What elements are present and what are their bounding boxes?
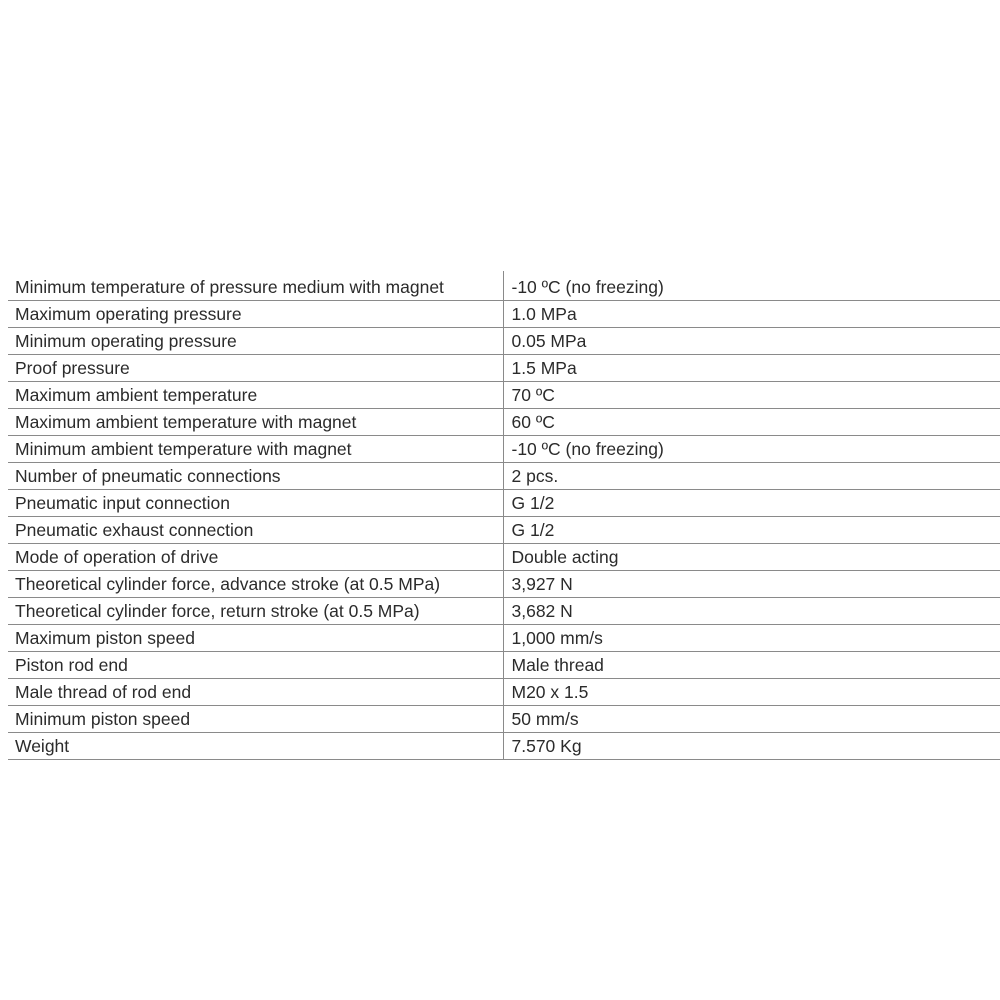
table-row bbox=[8, 409, 1000, 436]
spec-label: Maximum operating pressure bbox=[8, 301, 503, 328]
table-row bbox=[8, 436, 1000, 463]
spec-label: Mode of operation of drive bbox=[8, 544, 503, 571]
spec-label: Theoretical cylinder force, advance stroke (at 0.5 MPa) bbox=[8, 571, 503, 598]
spec-value: G 1/2 bbox=[503, 490, 1000, 517]
spec-label: Proof pressure bbox=[8, 355, 503, 382]
table-row bbox=[8, 571, 1000, 598]
spec-value: Male thread bbox=[503, 652, 1000, 679]
spec-value: 60 ºC bbox=[503, 409, 1000, 436]
spec-value: 3,927 N bbox=[503, 571, 1000, 598]
table-row bbox=[8, 301, 1000, 328]
spec-label: Maximum ambient temperature with magnet bbox=[8, 409, 503, 436]
spec-label: Maximum ambient temperature bbox=[8, 382, 503, 409]
spec-label: Theoretical cylinder force, return stroke (at 0.5 MPa) bbox=[8, 598, 503, 625]
table-row bbox=[8, 328, 1000, 355]
spec-value: -10 ºC (no freezing) bbox=[503, 436, 1000, 463]
spec-label: Pneumatic exhaust connection bbox=[8, 517, 503, 544]
spec-value: 7.570 Kg bbox=[503, 733, 1000, 760]
spec-label: Minimum piston speed bbox=[8, 706, 503, 733]
table-row bbox=[8, 517, 1000, 544]
table-row bbox=[8, 544, 1000, 571]
table-row bbox=[8, 706, 1000, 733]
spec-label: Minimum operating pressure bbox=[8, 328, 503, 355]
table-row bbox=[8, 355, 1000, 382]
spec-value: M20 x 1.5 bbox=[503, 679, 1000, 706]
spec-label: Weight bbox=[8, 733, 503, 760]
table-row bbox=[8, 463, 1000, 490]
spec-value: 0.05 MPa bbox=[503, 328, 1000, 355]
specifications-table bbox=[8, 271, 1000, 760]
spec-value: G 1/2 bbox=[503, 517, 1000, 544]
spec-label: Male thread of rod end bbox=[8, 679, 503, 706]
table-row bbox=[8, 271, 1000, 301]
spec-value: 1.5 MPa bbox=[503, 355, 1000, 382]
table-row bbox=[8, 679, 1000, 706]
table-row bbox=[8, 382, 1000, 409]
table-row bbox=[8, 652, 1000, 679]
spec-label: Number of pneumatic connections bbox=[8, 463, 503, 490]
spec-value: 2 pcs. bbox=[503, 463, 1000, 490]
spec-value: 70 ºC bbox=[503, 382, 1000, 409]
spec-value: 50 mm/s bbox=[503, 706, 1000, 733]
spec-label: Pneumatic input connection bbox=[8, 490, 503, 517]
spec-value: 1.0 MPa bbox=[503, 301, 1000, 328]
spec-label: Maximum piston speed bbox=[8, 625, 503, 652]
spec-value: 1,000 mm/s bbox=[503, 625, 1000, 652]
spec-value: Double acting bbox=[503, 544, 1000, 571]
spec-label: Piston rod end bbox=[8, 652, 503, 679]
table-row bbox=[8, 490, 1000, 517]
table-row bbox=[8, 625, 1000, 652]
table-row bbox=[8, 733, 1000, 760]
spec-label: Minimum temperature of pressure medium with magnet bbox=[8, 271, 503, 301]
spec-value: -10 ºC (no freezing) bbox=[503, 271, 1000, 301]
spec-value: 3,682 N bbox=[503, 598, 1000, 625]
table-row bbox=[8, 598, 1000, 625]
spec-label: Minimum ambient temperature with magnet bbox=[8, 436, 503, 463]
specifications-table-body bbox=[8, 271, 1000, 760]
